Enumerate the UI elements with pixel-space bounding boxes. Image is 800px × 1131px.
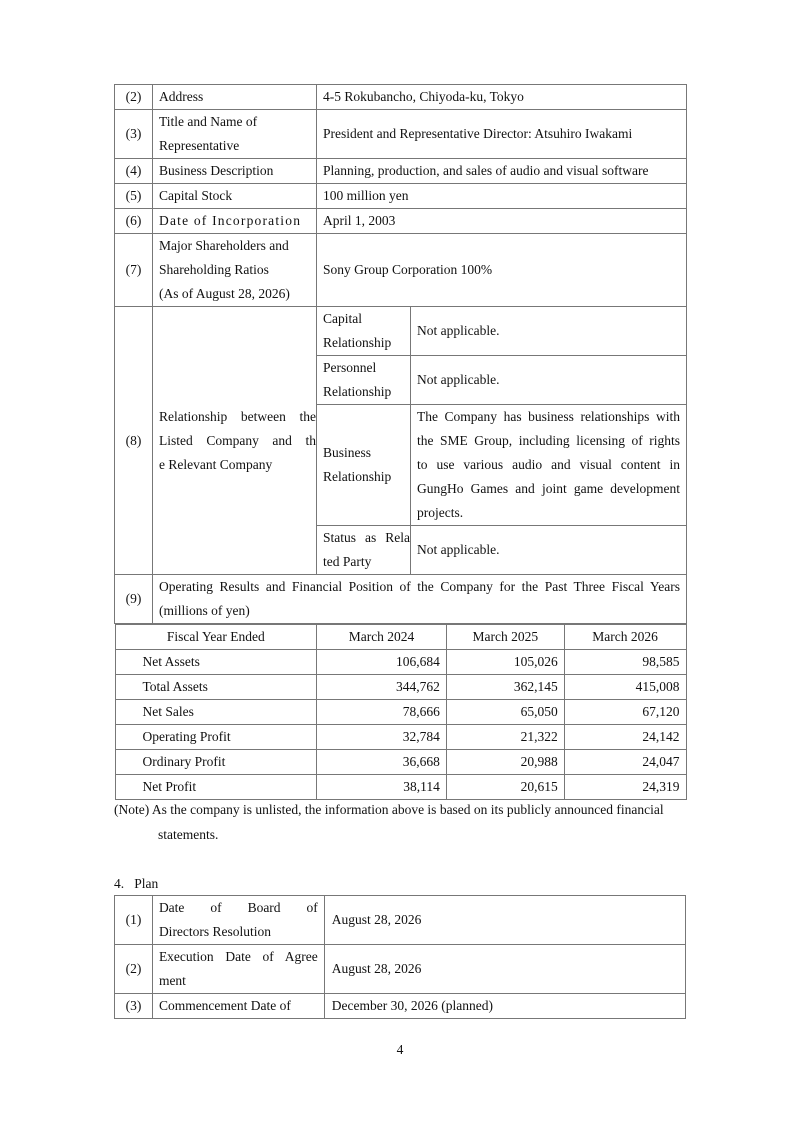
- relationship-value: [411, 356, 687, 405]
- row-value: President and Representative Director: Atsuhiro Iwakami: [317, 110, 687, 159]
- plan-label-line: Directors Resolution: [158, 924, 272, 939]
- relationship-label: [153, 307, 317, 575]
- financials-value: 362,145: [446, 675, 564, 700]
- plan-label-line: ment: [158, 973, 186, 988]
- financials-data-row: [115, 650, 686, 675]
- financials-value: 65,050: [446, 700, 564, 725]
- row-number: (1): [115, 896, 153, 945]
- financials-header-cell: March 2026: [564, 625, 686, 650]
- company-row: [115, 110, 687, 159]
- row-number: (2): [115, 945, 153, 994]
- financials-data-row: [115, 725, 686, 750]
- row-number: (3): [115, 110, 153, 159]
- company-table: [114, 84, 687, 800]
- plan-heading: 4. Plan: [114, 876, 159, 891]
- plan-value: August 28, 2026: [324, 945, 685, 994]
- row-label-line: Title and Name of: [159, 114, 258, 129]
- company-row: [115, 209, 687, 234]
- relationship-type-line: Business: [323, 445, 372, 460]
- relationship-type-line: ted Party: [323, 554, 372, 569]
- financials-value: 24,047: [564, 750, 686, 775]
- row-label-line: Business Description: [159, 163, 274, 178]
- row-number: (5): [115, 184, 153, 209]
- financials-table-row: [115, 624, 687, 801]
- note-line-2: statements.: [158, 827, 219, 842]
- note-line-1: (Note) As the company is unlisted, the information above is based on its publicly announced financial: [114, 802, 664, 817]
- relationship-type: [317, 526, 411, 575]
- row-value: April 1, 2003: [317, 209, 687, 234]
- financials-row-label: Net Sales: [115, 700, 317, 725]
- financials-value: 78,666: [317, 700, 447, 725]
- row-number: (2): [115, 85, 153, 110]
- relationship-value-line: The Company has business relationships with: [417, 409, 680, 424]
- relationship-type: [317, 356, 411, 405]
- financials-row-label: Net Profit: [115, 775, 317, 800]
- plan-label-line: Execution Date of Agree: [158, 949, 318, 964]
- financials-data-row: [115, 700, 686, 725]
- row-value: Sony Group Corporation 100%: [317, 234, 687, 307]
- row-label-line: Major Shareholders and: [159, 238, 289, 253]
- row-label: [153, 234, 317, 307]
- plan-row: [115, 994, 686, 1019]
- financials-data-row: [115, 675, 686, 700]
- relationship-value-line: to use various audio and visual content in: [417, 457, 680, 472]
- row-number: (4): [115, 159, 153, 184]
- relationship-row: [115, 307, 687, 356]
- row-label-line: Date of Incorporation: [159, 213, 302, 228]
- relationship-value-line: Not applicable.: [417, 542, 500, 557]
- relationship-value: [411, 405, 687, 526]
- relationship-type-line: Personnel: [323, 360, 377, 375]
- financials-data-row: [115, 750, 686, 775]
- financials-value: 415,008: [564, 675, 686, 700]
- plan-table-body: [115, 896, 686, 1019]
- financials-value: 21,322: [446, 725, 564, 750]
- plan-label: [152, 945, 324, 994]
- financials-value: 98,585: [564, 650, 686, 675]
- plan-table: [114, 895, 686, 1019]
- relationship-type-line: Capital: [323, 311, 362, 326]
- relationship-label-line: Listed Company and th: [159, 432, 316, 448]
- financials-title-line: (millions of yen): [159, 603, 250, 618]
- row-label: [153, 184, 317, 209]
- relationship-type: [317, 307, 411, 356]
- financials-row-label: Operating Profit: [115, 725, 317, 750]
- company-row: [115, 234, 687, 307]
- financials-title: [153, 575, 687, 624]
- plan-label: [152, 896, 324, 945]
- financials-value: 67,120: [564, 700, 686, 725]
- relationship-label-line: e Relevant Company: [159, 456, 273, 472]
- relationship-value-line: projects.: [417, 505, 464, 520]
- relationship-value: [411, 307, 687, 356]
- financials-value: 344,762: [317, 675, 447, 700]
- relationship-type-line: Relationship: [323, 335, 392, 350]
- row-number: (3): [115, 994, 153, 1019]
- financials-row-label: Ordinary Profit: [115, 750, 317, 775]
- financials-header-cell: March 2024: [317, 625, 447, 650]
- financials-cell: [115, 624, 687, 801]
- row-label: [153, 159, 317, 184]
- financials-value: 24,142: [564, 725, 686, 750]
- row-number: (7): [115, 234, 153, 307]
- plan-label-line: Date of Board of: [158, 900, 318, 915]
- financials-header-cell: March 2025: [446, 625, 564, 650]
- financials-value: 38,114: [317, 775, 447, 800]
- company-row: [115, 184, 687, 209]
- financials-title-row: [115, 575, 687, 624]
- row-value: Planning, production, and sales of audio and visual software: [317, 159, 687, 184]
- relationship-value-line: Not applicable.: [417, 323, 500, 338]
- financials-table: [115, 624, 687, 800]
- company-row: [115, 85, 687, 110]
- row-value: 4-5 Rokubancho, Chiyoda-ku, Tokyo: [317, 85, 687, 110]
- plan-label-line: Commencement Date of: [158, 998, 291, 1013]
- row-label-line: (As of August 28, 2026): [159, 286, 290, 301]
- financials-value: 105,026: [446, 650, 564, 675]
- financials-header-cell: Fiscal Year Ended: [115, 625, 317, 650]
- plan-value: December 30, 2026 (planned): [324, 994, 685, 1019]
- relationship-type: [317, 405, 411, 526]
- financials-value: 36,668: [317, 750, 447, 775]
- company-row: [115, 159, 687, 184]
- plan-value: August 28, 2026: [324, 896, 685, 945]
- relationship-label-line: Relationship between the: [159, 408, 316, 424]
- plan-row: [115, 896, 686, 945]
- row-label-line: Shareholding Ratios: [159, 262, 269, 277]
- row-number: (8): [115, 307, 153, 575]
- financials-value: 20,988: [446, 750, 564, 775]
- financials-value: 24,319: [564, 775, 686, 800]
- row-value: 100 million yen: [317, 184, 687, 209]
- row-label-line: Capital Stock: [159, 188, 233, 203]
- relationship-type-line: Relationship: [323, 384, 392, 399]
- financials-value: 20,615: [446, 775, 564, 800]
- company-table-body: [115, 85, 687, 801]
- plan-label: [152, 994, 324, 1019]
- plan-row: [115, 945, 686, 994]
- row-label: [153, 110, 317, 159]
- relationship-value-line: GungHo Games and joint game development: [417, 481, 680, 496]
- row-number: (6): [115, 209, 153, 234]
- row-label: [153, 209, 317, 234]
- page-number: 4: [396, 1042, 404, 1057]
- relationship-type-line: Relationship: [323, 469, 392, 484]
- relationship-type-line: Status as Rela: [323, 530, 410, 545]
- row-label: [153, 85, 317, 110]
- relationship-value-line: Not applicable.: [417, 372, 500, 387]
- relationship-value: [411, 526, 687, 575]
- financials-row-label: Total Assets: [115, 675, 317, 700]
- row-label-line: Representative: [159, 138, 240, 153]
- financials-row-label: Net Assets: [115, 650, 317, 675]
- financials-value: 106,684: [317, 650, 447, 675]
- financials-data-row: [115, 775, 686, 800]
- financials-title-line: Operating Results and Financial Position of the Company for the Past Three Fiscal Years: [159, 579, 680, 594]
- financials-value: 32,784: [317, 725, 447, 750]
- relationship-value-line: the SME Group, including licensing of rights: [417, 433, 680, 448]
- financials-header-row: [115, 625, 686, 650]
- row-number: (9): [115, 575, 153, 624]
- row-label-line: Address: [159, 89, 204, 104]
